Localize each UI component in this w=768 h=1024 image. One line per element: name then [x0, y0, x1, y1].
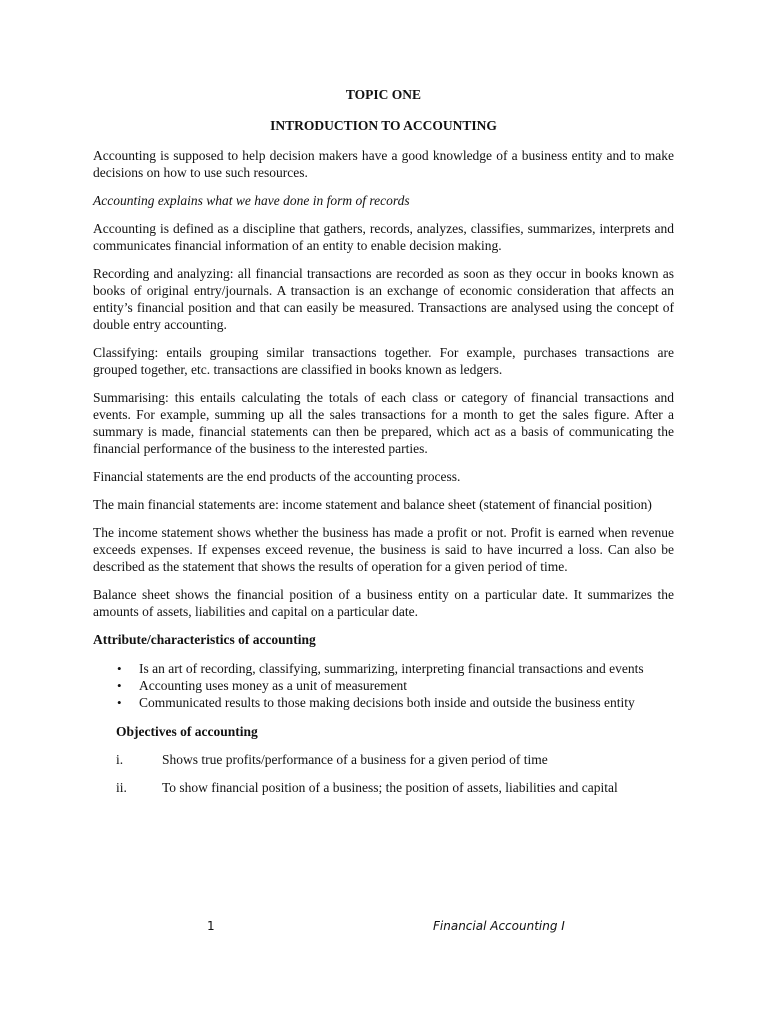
- topic-heading: TOPIC ONE: [345, 87, 422, 102]
- paragraph-financial-statements: Financial statements are the end products of the accounting process.: [93, 469, 461, 484]
- list-item: [93, 660, 674, 677]
- attributes-heading: Attribute/characteristics of accounting: [93, 632, 316, 647]
- document-page: [93, 86, 674, 807]
- paragraph-definition: Accounting is defined as a discipline that gathers, records, analyzes, classifies, summarizes, interprets and communicates financial information of an entity to enable decision making.: [93, 221, 674, 253]
- page-number: 1: [207, 919, 215, 933]
- paragraph-recording: Recording and analyzing: all financial transactions are recorded as soon as they occur in books known as books of original entry/journals. A transaction is an exchange of economic consideration that affects an entity’s financial position and that can easily be measured. Transactions are analysed using the concept of double entry accounting.: [93, 266, 674, 332]
- list-item-text: Is an art of recording, classifying, summarizing, interpreting financial transactions and events: [139, 661, 644, 676]
- objectives-heading: Objectives of accounting: [116, 724, 258, 739]
- objective-item: [93, 751, 674, 768]
- objective-text: Shows true profits/performance of a business for a given period of time: [162, 752, 548, 767]
- bullet-icon: •: [117, 678, 122, 693]
- page-title: INTRODUCTION TO ACCOUNTING: [270, 118, 497, 133]
- paragraph-classifying: Classifying: entails grouping similar transactions together. For example, purchases transactions are grouped together, etc. transactions are classified in books known as ledgers.: [93, 345, 674, 377]
- bullet-icon: •: [117, 695, 122, 710]
- paragraph-income-statement: The income statement shows whether the business has made a profit or not. Profit is earned when revenue exceeds expenses. If expenses exceed revenue, the business is said to have incurred a loss. Can also be described as the statement that shows the results of operation for a given period of time.: [93, 525, 674, 574]
- objective-text: To show financial position of a business; the position of assets, liabilities and capital: [162, 780, 618, 795]
- list-item: [93, 677, 674, 694]
- list-item: [93, 694, 674, 711]
- paragraph-italic-note: Accounting explains what we have done in form of records: [93, 193, 410, 208]
- paragraph-main-statements: The main financial statements are: income statement and balance sheet (statement of financial position): [93, 497, 652, 512]
- objective-number: ii.: [116, 780, 127, 795]
- objective-item: [93, 779, 674, 796]
- paragraph-balance-sheet: Balance sheet shows the financial position of a business entity on a particular date. It summarizes the amounts of assets, liabilities and capital on a particular date.: [93, 587, 674, 619]
- list-item-text: Accounting uses money as a unit of measurement: [139, 678, 408, 693]
- paragraph-intro: Accounting is supposed to help decision makers have a good knowledge of a business entity and to make decisions on how to use such resources.: [93, 148, 674, 180]
- list-item-text: Communicated results to those making decisions both inside and outside the business entity: [139, 695, 635, 710]
- attributes-list: [93, 660, 674, 711]
- footer-course-title: Financial Accounting I: [433, 919, 565, 933]
- bullet-icon: •: [117, 661, 122, 676]
- objective-number: i.: [116, 752, 124, 767]
- page-footer: [0, 919, 768, 937]
- paragraph-summarising: Summarising: this entails calculating the totals of each class or category of financial transactions and events. For example, summing up all the sales transactions for a month to get the sales figure. After a summary is made, financial statements can then be prepared, which act as a basis of communicating the financial performance of the business to the interested parties.: [93, 390, 674, 456]
